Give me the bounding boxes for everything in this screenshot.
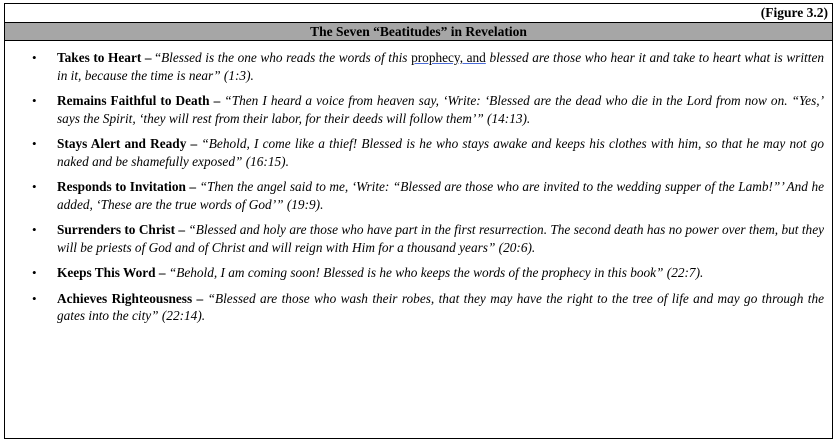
beatitudes-list xyxy=(5,41,832,325)
beatitude-term: Stays Alert and Ready – xyxy=(57,136,198,151)
list-item xyxy=(5,264,824,282)
figure-label: (Figure 3.2) xyxy=(760,5,828,20)
beatitude-quote: “Behold, I am coming soon! Blessed is he who keeps the words of the prophecy in this book” (22:7). xyxy=(165,265,704,280)
beatitude-term: Takes to Heart – xyxy=(57,50,152,65)
beatitude-term: Keeps This Word – xyxy=(57,265,166,280)
bullet-icon: • xyxy=(32,50,37,65)
bullet-icon: • xyxy=(32,93,37,108)
list-item xyxy=(5,135,824,170)
quote-open: “ xyxy=(151,50,162,65)
figure-box xyxy=(4,3,833,439)
beatitude-quote-part: blessed are those who hear it and take to heart what is written in it, because the time is near” (1:3). xyxy=(57,50,824,83)
list-item xyxy=(5,49,824,84)
beatitude-quote: “Blessed are those who wash their robes, that they may have the right to the tree of life and may go through the gates into the city” (22:14). xyxy=(57,290,824,323)
bullet-icon: • xyxy=(32,179,37,194)
beatitude-quote: “Then I heard a voice from heaven say, ‘Write: ‘Blessed are the dead who die in the Lord from now on. “Yes,’ says the Spirit, ‘they will rest from their labor, for their deeds will follow them’” (14:13). xyxy=(57,93,825,126)
list-item xyxy=(5,221,824,256)
bullet-icon: • xyxy=(32,136,37,151)
beatitude-term: Surrenders to Christ – xyxy=(57,222,186,237)
list-item xyxy=(5,290,824,325)
bullet-icon: • xyxy=(32,222,37,237)
underlined-word: prophecy, and xyxy=(411,50,486,65)
figure-title: The Seven “Beatitudes” in Revelation xyxy=(5,22,832,41)
bullet-icon: • xyxy=(32,265,37,280)
beatitude-term: Remains Faithful to Death – xyxy=(57,93,221,108)
beatitude-quote: “Blessed and holy are those who have part in the first resurrection. The second death has no power over them, but they will be priests of God and of Christ and will reign with Him for a thousand years” (20:6). xyxy=(57,222,824,255)
beatitude-quote: “Then the angel said to me, ‘Write: “Blessed are those who are invited to the wedding supper of the Lamb!”’ And he added, ‘These are the true words of God’” (19:9). xyxy=(57,179,825,212)
bullet-icon: • xyxy=(32,290,37,306)
beatitude-term: Responds to Invitation – xyxy=(57,179,197,194)
list-item xyxy=(5,178,824,213)
beatitude-quote-part: Blessed is the one who reads the words of this xyxy=(161,50,408,65)
beatitude-quote: “Behold, I come like a thief! Blessed is he who stays awake and keeps his clothes with him, so that he may not go naked and be shamefully exposed” (16:15). xyxy=(57,136,824,169)
list-item xyxy=(5,92,824,127)
beatitude-term: Achieves Righteousness – xyxy=(57,290,204,306)
